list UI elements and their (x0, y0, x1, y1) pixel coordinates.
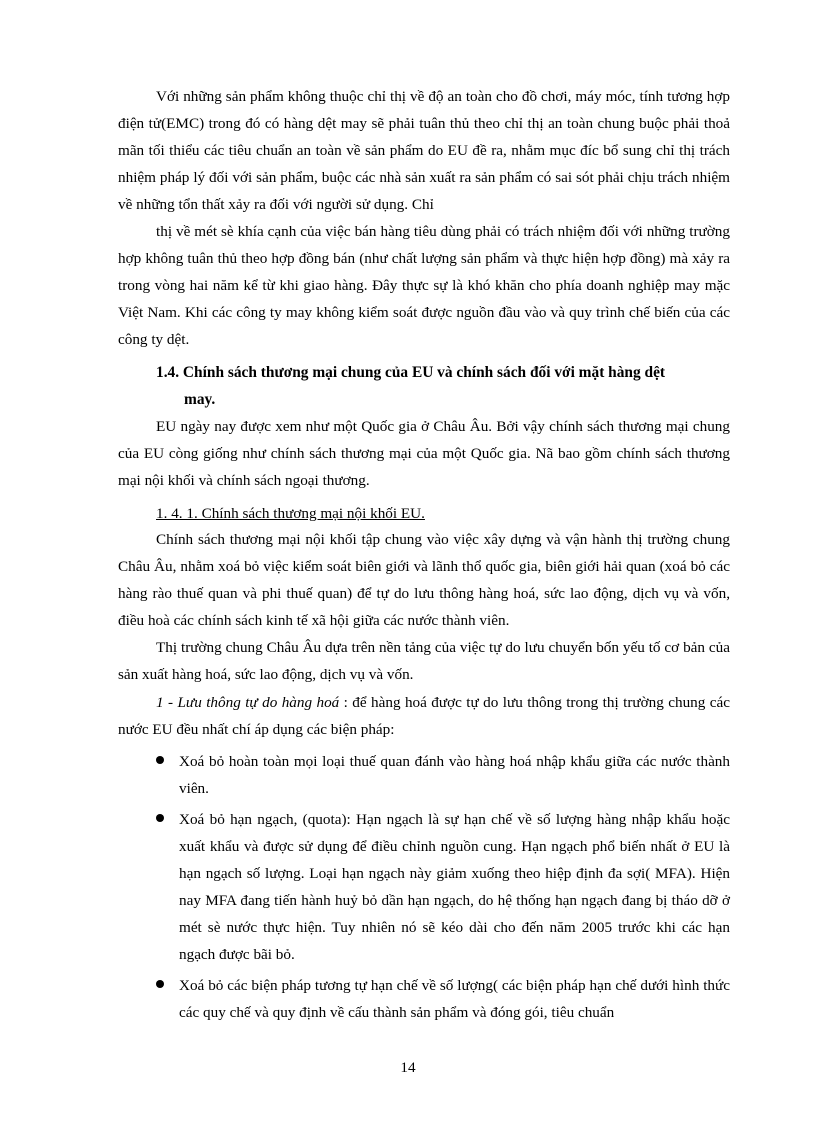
paragraph-consumer-sales: thị về mét sè khía cạnh của việc bán hàng tiêu dùng phải có trách nhiệm đối với những trường hợp không tuân thủ theo hợp đồng bán (như chất lượng sản phẩm và thực hiện hợp đồng) mà xảy ra trong vòng hai năm kể từ khi giao hàng. Đây thực sự là khó khăn cho phía doanh nghiệp may mặc Việt Nam. Khi các công ty may không kiểm soát được nguồn đầu vào và quy trình chế biến của các công ty dệt. (118, 223, 730, 348)
bullet-icon (156, 814, 164, 822)
section-heading-line2: may. (184, 391, 216, 408)
bullet-item-equivalent-measures (156, 972, 730, 1026)
bullet-icon (156, 980, 164, 988)
free-goods-lead: 1 - Lưu thông tự do hàng hoá (156, 694, 340, 711)
bullet-text: Xoá bỏ các biện pháp tương tự hạn chế về số lượng( các biện pháp hạn chế dưới hình thức các quy chế và quy định về cấu thành sản phẩm và đóng gói, tiêu chuẩn (179, 977, 730, 1021)
paragraph-eu-as-nation: EU ngày nay được xem như một Quốc gia ở Châu Âu. Bởi vậy chính sách thương mại chung của EU còng giống như chính sách thương mại của một Quốc gia. Nã bao gồm chính sách thương mại nội khối và chính sách ngoại thương. (118, 418, 730, 489)
free-goods-text: : để hàng hoá được tự do lưu thông trong thị trường chung các nước EU đều nhất chí áp dụng các biện pháp: (118, 694, 730, 738)
bullet-icon (156, 756, 164, 764)
bullet-item-tariffs (156, 748, 730, 802)
subsection-heading: 1. 4. 1. Chính sách thương mại nội khối EU. (156, 505, 425, 522)
bullet-text: Xoá bỏ hoàn toàn mọi loại thuế quan đánh vào hàng hoá nhập khẩu giữa các nước thành viên. (179, 753, 730, 797)
section-heading (156, 359, 732, 413)
paragraph-safety-directive: Với những sản phẩm không thuộc chỉ thị về độ an toàn cho đồ chơi, máy móc, tính tương hợp điện tử(EMC) trong đó có hàng dệt may sẽ phải tuân thủ theo chỉ thị an toàn chung buộc phải thoả mãn tối thiểu các tiêu chuẩn an toàn về sản phẩm do EU đề ra, nhằm mục đíc bổ sung chỉ thị trách nhiệm pháp lý đối với sản phẩm, buộc các nhà sản xuất ra sản phẩm có sai sót phải chịu trách nhiệm về những tổn thất xảy ra đối với người sử dụng. Chỉ (118, 88, 730, 213)
section-heading-line1: 1.4. Chính sách thương mại chung của EU và chính sách đối với mặt hàng dệt (156, 364, 666, 381)
paragraph-internal-policy: Chính sách thương mại nội khối tập chung vào việc xây dựng và vận hành thị trường chung Châu Âu, nhằm xoá bỏ việc kiểm soát biên giới và lãnh thổ quốc gia, biên giới hải quan (xoá bỏ các hàng rào thuế quan và phi thuế quan) để tự do lưu thông hàng hoá, sức lao động, dịch vụ và vốn, điều hoà các chính sách kinh tế xã hội giữa các nước thành viên. (118, 531, 730, 629)
page-number: 14 (400, 1059, 416, 1076)
bullet-text: Xoá bỏ hạn ngạch, (quota): Hạn ngạch là sự hạn chế về số lượng hàng nhập khẩu hoặc xuất khẩu và được sử dụng để điều chỉnh nguồn cung. Hạn ngạch phổ biến nhất ở EU là hạn ngạch số lượng. Loại hạn ngạch này giảm xuống theo hiệp định đa sợi( MFA). Hiện nay MFA đang tiến hành huỷ bỏ dần hạn ngạch, do hệ thống hạn ngạch đang bị tháo dỡ ở mét sè nước thực hiện. Tuy nhiên nó sẽ kéo dài cho đến năm 2005 trước khi các hạn ngạch được bãi bỏ. (179, 811, 730, 963)
paragraph-single-market: Thị trường chung Châu Âu dựa trên nền tảng của việc tự do lưu chuyển bốn yếu tố cơ bản của sản xuất hàng hoá, sức lao động, dịch vụ và vốn. (118, 639, 730, 683)
paragraph-free-goods (118, 689, 730, 743)
bullet-item-quota (156, 806, 730, 968)
